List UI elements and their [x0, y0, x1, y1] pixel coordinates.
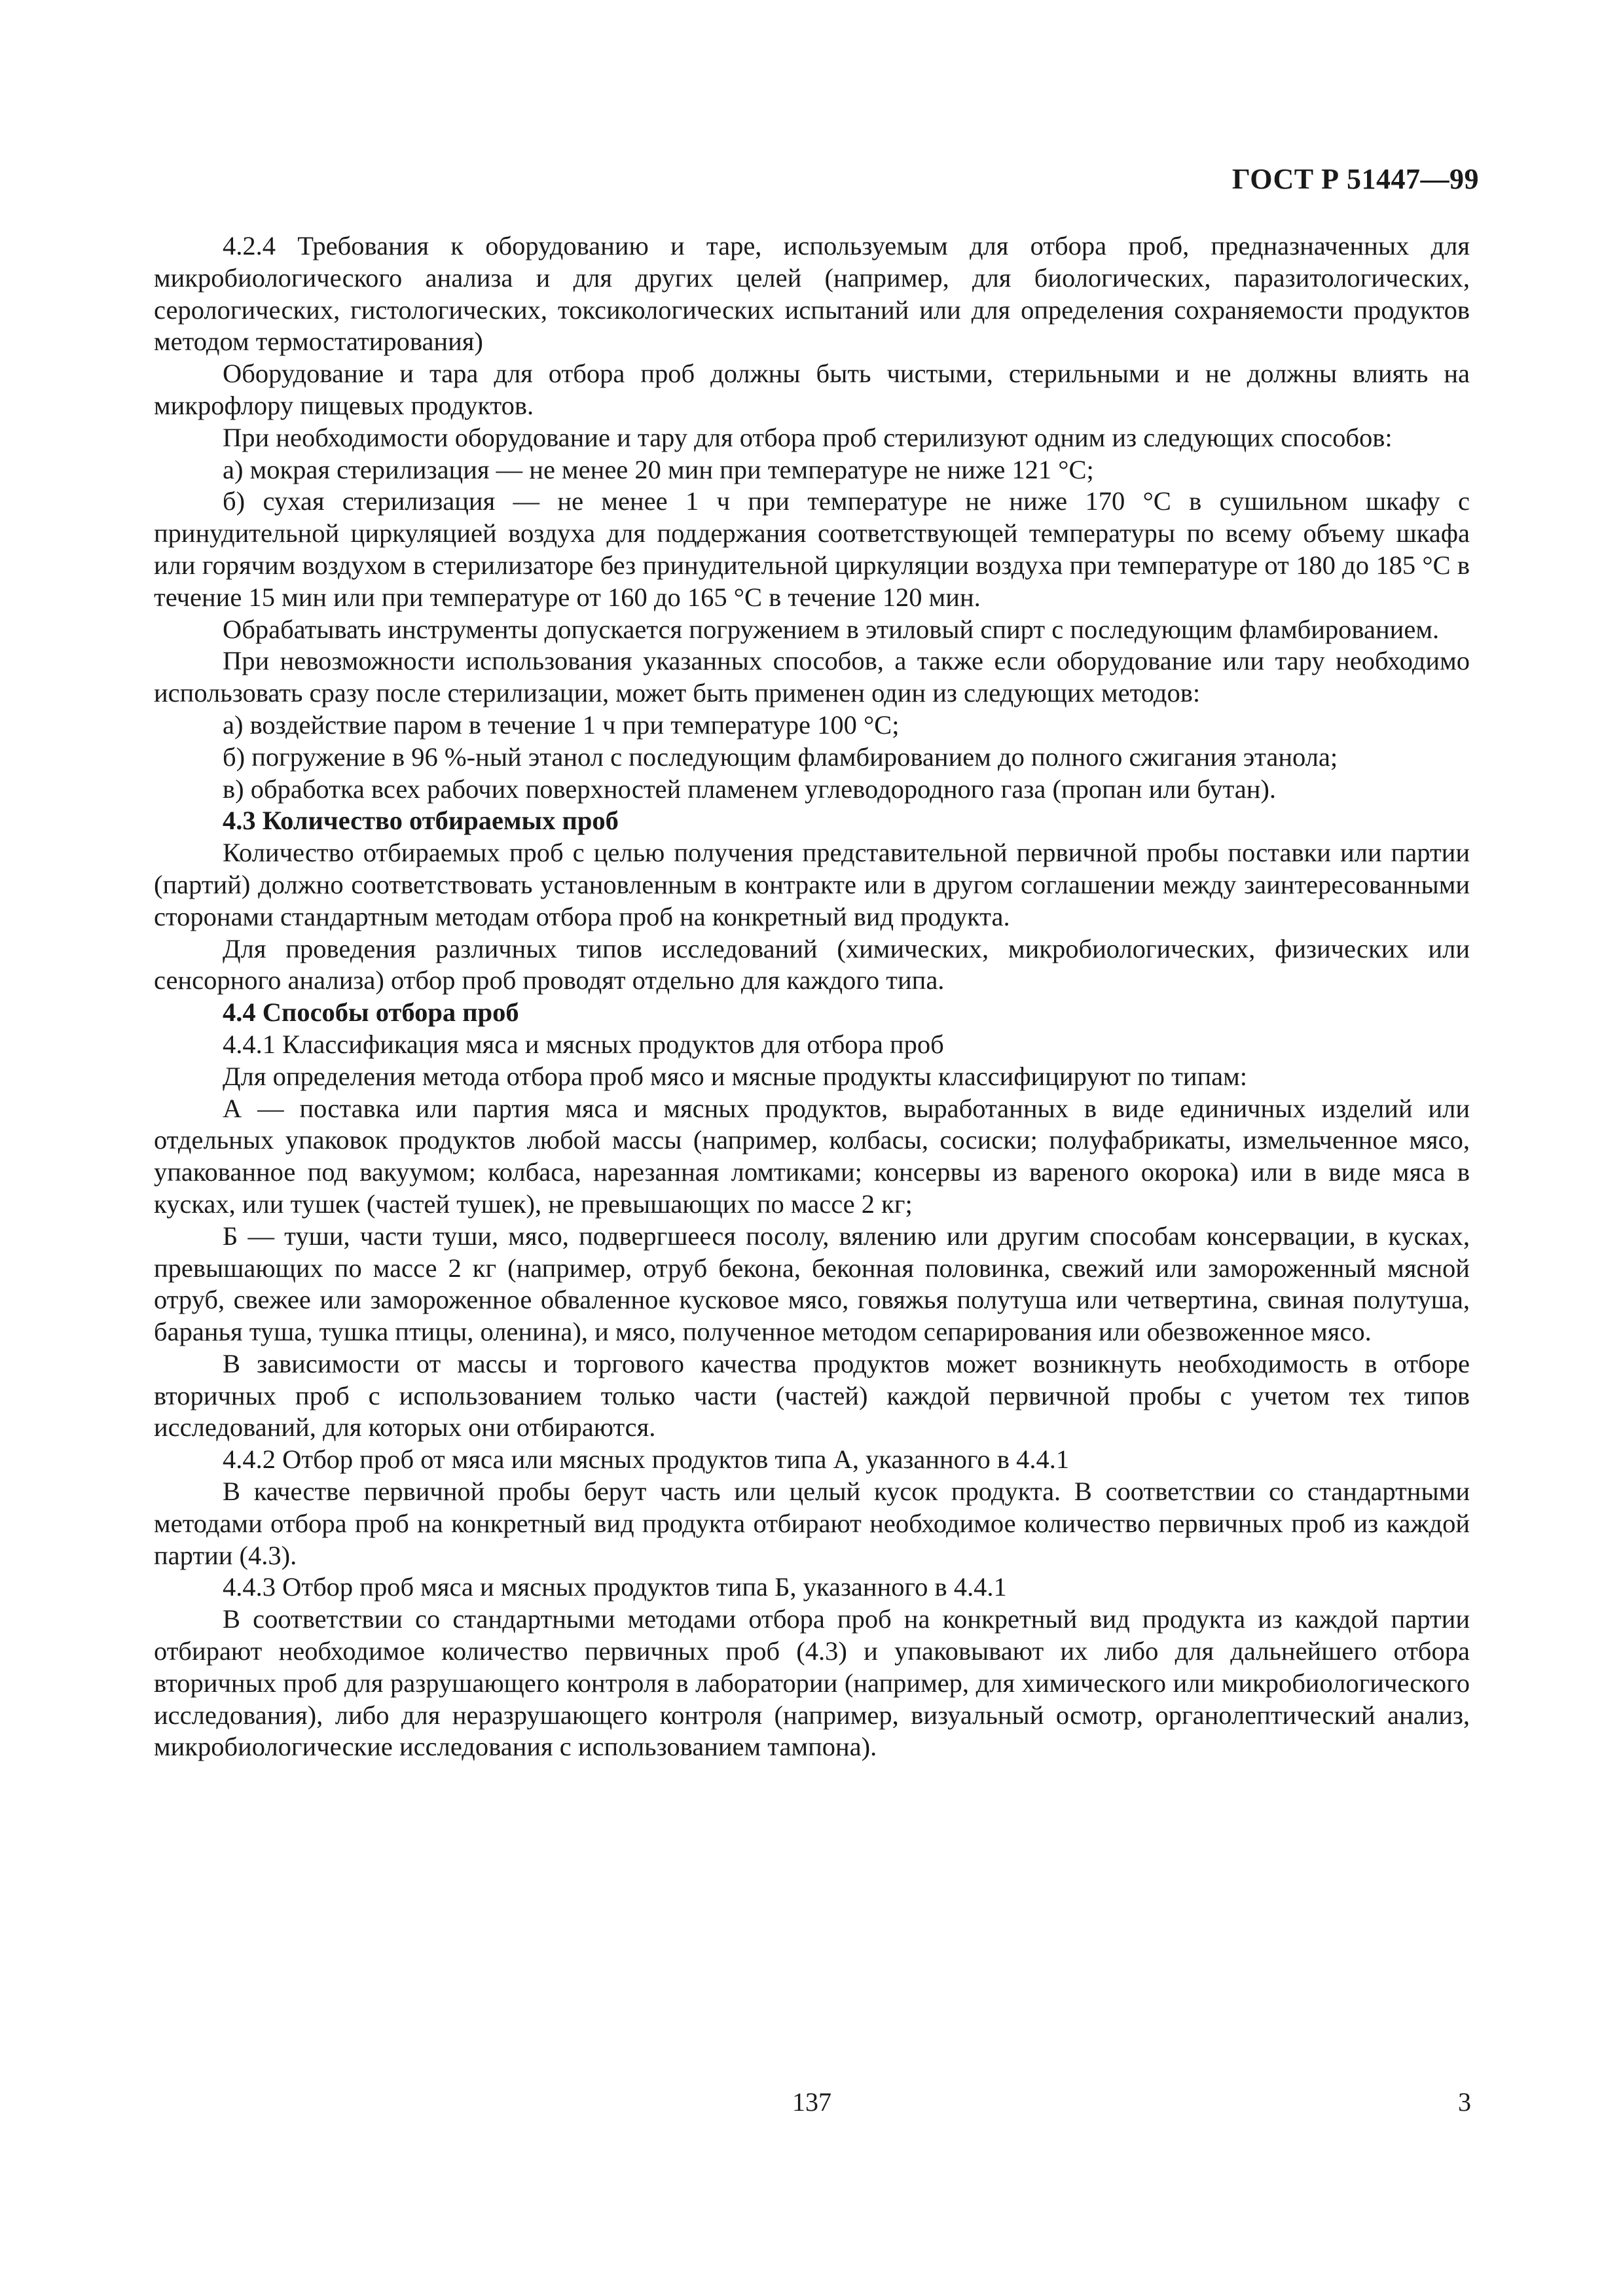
list-item: а) воздействие паром в течение 1 ч при температуре 100 °С;	[223, 709, 900, 740]
collection-page-number: 137	[792, 2087, 831, 2117]
paragraph: Оборудование и тара для отбора проб должны быть чистыми, стерильными и не должны влиять на микрофлору пищевых продуктов.	[154, 359, 1470, 420]
paragraph: Количество отбираемых проб с целью получения представительной первичной пробы поставки или партии (партий) должно соответствовать установленным в контракте или в другом соглашении между заинтересованными сторонами стандартным методам отбора проб на конкретный вид продукта.	[154, 838, 1470, 931]
paragraph: В зависимости от массы и торгового качества продуктов может возникнуть необходимость в отборе вторичных проб с использованием только части (частей) каждой первичной пробы с учетом тех типов исследований, для которых они отбираются.	[154, 1348, 1470, 1443]
list-item: в) обработка всех рабочих поверхностей пламенем углеводородного газа (пропан или бутан).	[223, 774, 1277, 804]
type-a-definition: А — поставка или партия мяса и мясных продуктов, выработанных в виде единичных изделий или отдельных упаковок продуктов любой массы (например, колбасы, сосиски; полуфабрикаты, измельченное мясо, упакованное под вакуумом; колбаса, нарезанная ломтиками; консервы из вареного окорока) или в виде мяса в кусках, или тушек (частей тушек), не превышающих по массе 2 кг;	[154, 1093, 1470, 1219]
list-item: б) сухая стерилизация — не менее 1 ч при температуре не ниже 170 °С в сушильном шкафу с принудительной циркуляцией воздуха для поддержания соответствующей температуры по всему объему шкафа или горячим воздухом в стерилизаторе без принудительной циркуляции воздуха при температуре от 180 до 185 °С в течение 15 мин или при температуре от 160 до 165 °С в течение 120 мин.	[154, 486, 1470, 612]
paragraph: При невозможности использования указанных способов, а также если оборудование или тару необходимо использовать сразу после стерилизации, может быть применен один из следующих методов:	[154, 646, 1470, 708]
type-b-definition: Б — туши, части туши, мясо, подвергшееся посолу, вялению или другим способам консервации, в кусках, превышающих по массе 2 кг (например, отруб бекона, беконная половинка, свежий или замороженный мясной отруб, свежее или замороженное обваленное кусковое мясо, говяжья полутуша или четвертина, свиная полутуша, баранья туша, тушка птицы, оленина), и мясо, полученное методом сепарирования или обезвоженное мясо.	[154, 1221, 1470, 1347]
section-heading-4-4: 4.4 Способы отбора проб	[223, 997, 519, 1028]
paragraph: Для проведения различных типов исследований (химических, микробиологических, физических или сенсорного анализа) отбор проб проводят отдельно для каждого типа.	[154, 933, 1470, 996]
subsection-heading-4-4-2: 4.4.2 Отбор проб от мяса или мясных продуктов типа А, указанного в 4.4.1	[223, 1444, 1070, 1475]
paragraph: При необходимости оборудование и тару для отбора проб стерилизуют одним из следующих способов:	[223, 422, 1393, 452]
paragraph-4-2-4: 4.2.4 Требования к оборудованию и таре, используемым для отбора проб, предназначенных для микробиологического анализа и для других целей (например, для биологических, паразитологических, серологических, гистологических, токсикологических испытаний или для определения сохраняемости продуктов методом термостатирования)	[154, 231, 1470, 357]
paragraph: В качестве первичной пробы берут часть или целый кусок продукта. В соответствии со стандартными методами отбора проб на конкретный вид продукта отбирают необходимое количество первичных проб из каждой партии (4.3).	[154, 1477, 1470, 1570]
subsection-heading-4-4-1: 4.4.1 Классификация мяса и мясных продуктов для отбора проб	[223, 1029, 944, 1059]
section-heading-4-3: 4.3 Количество отбираемых проб	[223, 806, 619, 836]
document-body	[154, 230, 1470, 1763]
document-code: ГОСТ Р 51447—99	[1231, 163, 1479, 195]
paragraph: В соответствии со стандартными методами отбора проб на конкретный вид продукта из каждой партии отбирают необходимое количество первичных проб (4.3) и упаковывают их либо для дальнейшего отбора вторичных проб для разрушающего контроля в лаборатории (например, для химического или микробиологического исследования), либо для неразрушающего контроля (например, визуальный осмотр, органолептический анализ, микробиологические исследования с использованием тампона).	[154, 1604, 1470, 1762]
list-item: б) погружение в 96 %-ный этанол с последующим фламбированием до полного сжигания этанола;	[223, 742, 1338, 772]
paragraph: Обрабатывать инструменты допускается погружением в этиловый спирт с последующим фламбированием.	[223, 614, 1440, 644]
subsection-heading-4-4-3: 4.4.3 Отбор проб мяса и мясных продуктов типа Б, указанного в 4.4.1	[223, 1572, 1007, 1602]
paragraph: Для определения метода отбора проб мясо и мясные продукты классифицируют по типам:	[223, 1061, 1248, 1091]
page-number: 3	[1458, 2087, 1471, 2117]
list-item: а) мокрая стерилизация — не менее 20 мин при температуре не ниже 121 °С;	[223, 454, 1094, 484]
